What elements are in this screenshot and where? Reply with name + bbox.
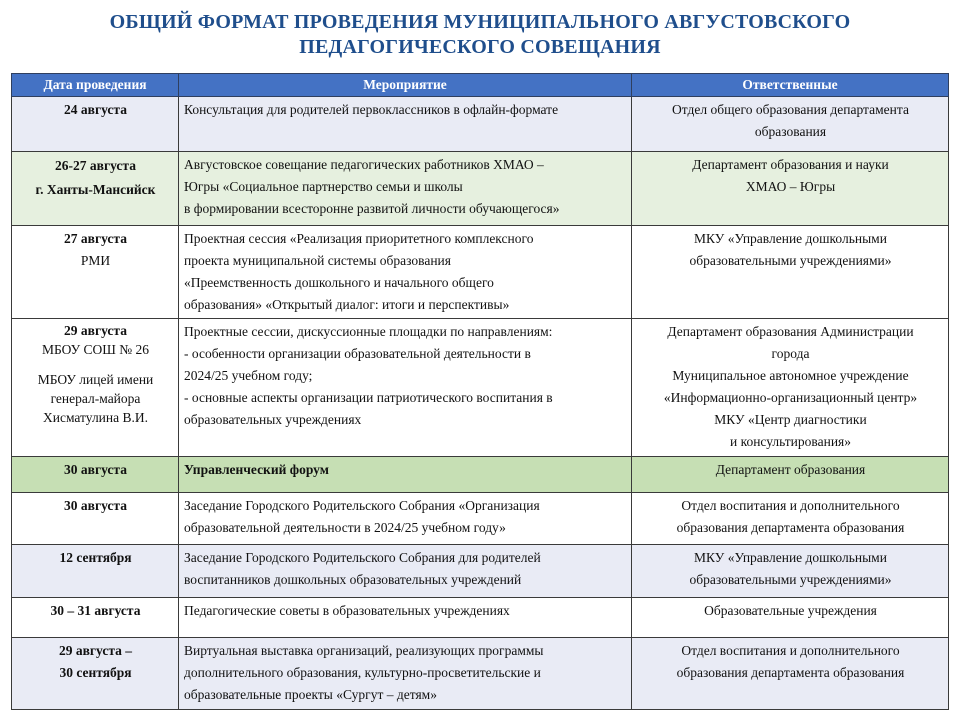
cell-event — [179, 493, 632, 545]
event-line: проекта муниципальной системы образования — [184, 253, 451, 268]
event-line: в формировании всесторонне развитой личности обучающегося» — [184, 201, 560, 216]
event-line: Августовское совещание педагогических работников ХМАО – — [184, 157, 544, 172]
cell-event — [179, 457, 632, 493]
table-row — [12, 493, 949, 545]
table-row — [12, 638, 949, 710]
date-line: 29 августа — [64, 323, 127, 338]
cell-event — [179, 152, 632, 226]
page-title-line-2: ПЕДАГОГИЧЕСКОГО СОВЕЩАНИЯ — [299, 36, 661, 58]
spacer — [17, 359, 174, 370]
cell-date — [12, 545, 179, 598]
responsible-line: Департамент образования и науки — [692, 157, 889, 172]
cell-date — [12, 638, 179, 710]
date-line: г. Ханты-Мансийск — [35, 182, 156, 197]
header-date: Дата проведения — [12, 74, 179, 97]
cell-responsible — [632, 545, 949, 598]
event-line: образовательных учреждениях — [184, 412, 362, 427]
responsible-line: «Информационно-организационный центр» — [663, 390, 918, 405]
responsible-line: образовательными учреждениями» — [689, 253, 892, 268]
cell-date — [12, 598, 179, 638]
date-line: 24 августа — [64, 102, 127, 117]
event-line: - особенности организации образовательной деятельности в — [184, 346, 531, 361]
date-line: 30 августа — [64, 498, 127, 513]
cell-responsible — [632, 457, 949, 493]
table-row — [12, 598, 949, 638]
responsible-line: МКУ «Центр диагностики — [714, 412, 867, 427]
cell-responsible — [632, 598, 949, 638]
cell-event — [179, 598, 632, 638]
responsible-line: Отдел общего образования департамента — [672, 102, 909, 117]
responsible-line: Образовательные учреждения — [704, 603, 877, 618]
cell-date — [12, 152, 179, 226]
cell-date — [12, 97, 179, 152]
responsible-line: МКУ «Управление дошкольными — [694, 550, 887, 565]
location-line: Хисматулина В.И. — [43, 410, 148, 425]
cell-event — [179, 319, 632, 457]
event-line: Педагогические советы в образовательных учреждениях — [184, 603, 510, 618]
event-line: Проектные сессии, дискуссионные площадки по направлениям: — [184, 324, 553, 339]
event-line: Проектная сессия «Реализация приоритетного комплексного — [184, 231, 534, 246]
header-event: Мероприятие — [179, 74, 632, 97]
table-header-row — [12, 74, 949, 97]
event-line: 2024/25 учебном году; — [184, 368, 313, 383]
event-line: образования» «Открытый диалог: итоги и перспективы» — [184, 297, 510, 312]
responsible-line: Департамент образования Администрации — [667, 324, 914, 339]
responsible-line: образовательными учреждениями» — [689, 572, 892, 587]
responsible-line: ХМАО – Югры — [745, 179, 836, 194]
cell-responsible — [632, 97, 949, 152]
cell-responsible — [632, 226, 949, 319]
responsible-line: образования — [754, 124, 827, 139]
location-line: МБОУ СОШ № 26 — [41, 342, 150, 357]
location-line: МБОУ лицей имени — [37, 372, 154, 387]
cell-responsible — [632, 152, 949, 226]
responsible-line: и консультирования» — [729, 434, 852, 449]
header-responsible: Ответственные — [632, 74, 949, 97]
event-line: Заседание Городского Родительского Собрания для родителей — [184, 550, 541, 565]
table-row — [12, 457, 949, 493]
cell-date — [12, 457, 179, 493]
cell-responsible — [632, 493, 949, 545]
page-title — [0, 10, 960, 60]
date-line: 12 сентября — [59, 550, 132, 565]
event-line: - основные аспекты организации патриотического воспитания в — [184, 390, 553, 405]
date-line: 29 августа – — [58, 643, 133, 658]
cell-event — [179, 638, 632, 710]
cell-event — [179, 226, 632, 319]
date-line: 30 сентября — [59, 665, 132, 680]
table-row — [12, 97, 949, 152]
date-line: 27 августа — [64, 231, 127, 246]
event-line: Заседание Городского Родительского Собрания «Организация — [184, 498, 540, 513]
location-line: генерал-майора — [50, 391, 141, 406]
responsible-line: Отдел воспитания и дополнительного — [681, 498, 900, 513]
page-title-line-1: ОБЩИЙ ФОРМАТ ПРОВЕДЕНИЯ МУНИЦИПАЛЬНОГО АВГУСТОВСКОГО — [109, 11, 851, 33]
table-row — [12, 319, 949, 457]
event-line: дополнительного образования, культурно-просветительские и — [184, 665, 541, 680]
table-row — [12, 226, 949, 319]
table-row — [12, 152, 949, 226]
date-line: 30 августа — [64, 462, 127, 477]
responsible-line: Отдел воспитания и дополнительного — [681, 643, 900, 658]
cell-event — [179, 545, 632, 598]
event-line: образовательной деятельности в 2024/25 учебном году» — [184, 520, 506, 535]
event-line: Югры «Социальное партнерство семьи и школы — [184, 179, 463, 194]
location-line: РМИ — [80, 253, 111, 268]
cell-responsible — [632, 638, 949, 710]
cell-date — [12, 319, 179, 457]
event-line: воспитанников дошкольных образовательных учреждений — [184, 572, 522, 587]
responsible-line: образования департамента образования — [676, 520, 905, 535]
cell-date — [12, 226, 179, 319]
cell-event — [179, 97, 632, 152]
cell-date — [12, 493, 179, 545]
cell-responsible — [632, 319, 949, 457]
date-line: 30 – 31 августа — [50, 603, 141, 618]
responsible-line: образования департамента образования — [676, 665, 905, 680]
event-line: образовательные проекты «Сургут – детям» — [184, 687, 437, 702]
responsible-line: МКУ «Управление дошкольными — [694, 231, 887, 246]
responsible-line: Муниципальное автономное учреждение — [672, 368, 909, 383]
event-line: Управленческий форум — [184, 462, 329, 477]
event-line: Консультация для родителей первоклассников в офлайн-формате — [184, 102, 559, 117]
responsible-line: Департамент образования — [715, 462, 866, 477]
responsible-line: города — [771, 346, 810, 361]
schedule-table — [11, 73, 949, 710]
event-line: «Преемственность дошкольного и начального общего — [184, 275, 494, 290]
table-row — [12, 545, 949, 598]
event-line: Виртуальная выставка организаций, реализующих программы — [184, 643, 544, 658]
date-line: 26-27 августа — [55, 158, 136, 173]
